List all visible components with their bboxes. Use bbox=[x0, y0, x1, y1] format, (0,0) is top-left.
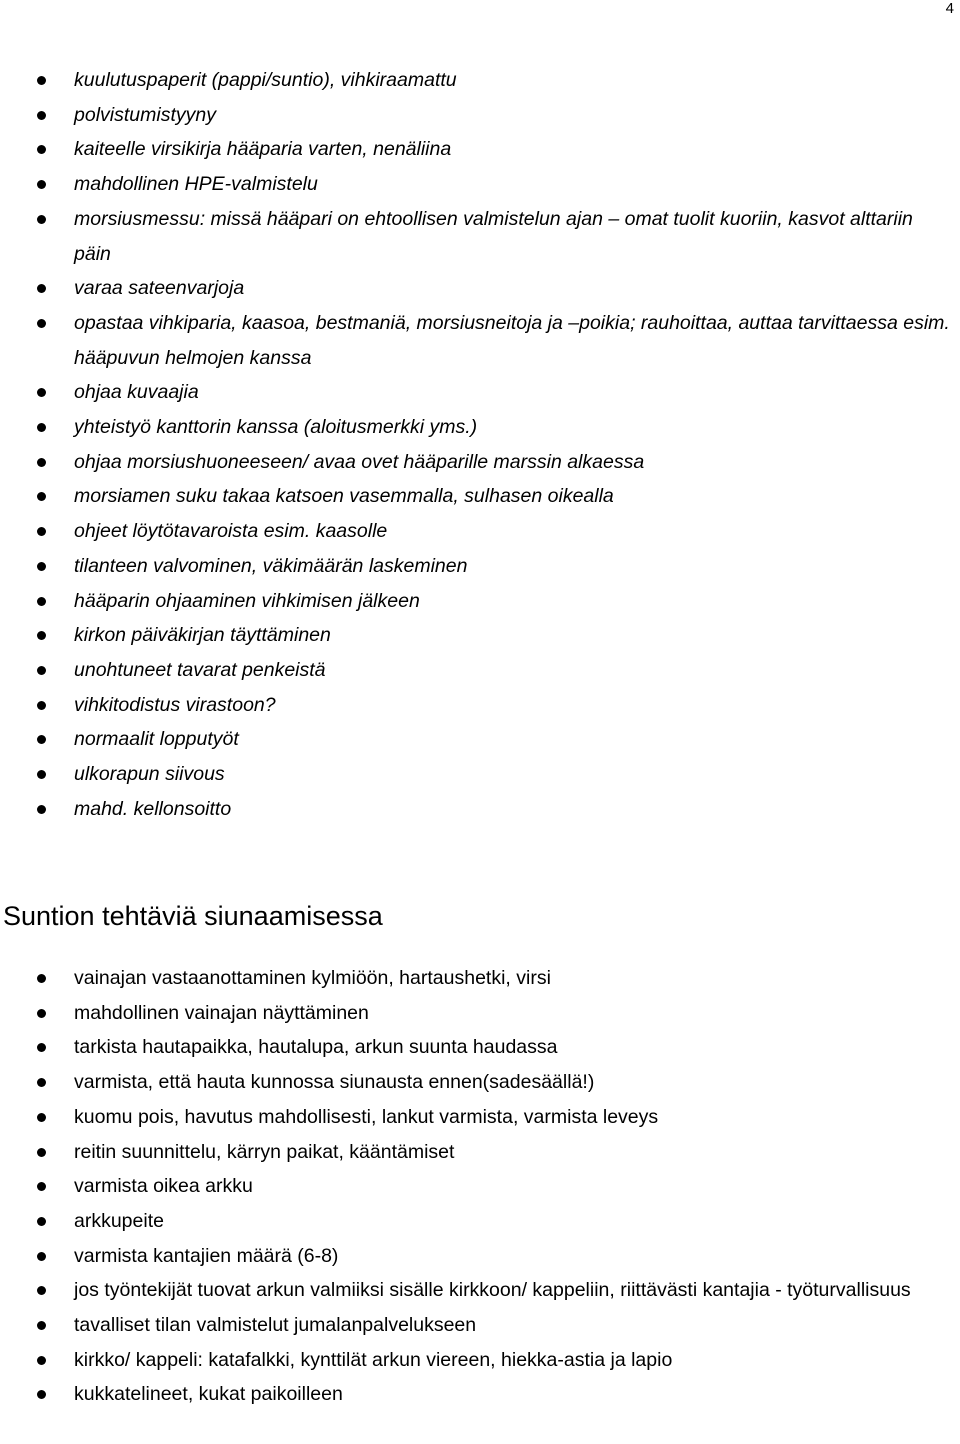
bullet-icon bbox=[37, 111, 46, 120]
bullet-icon bbox=[37, 145, 46, 154]
list-item-text: kaiteelle virsikirja hääparia varten, nenäliina bbox=[74, 138, 452, 161]
bullet-icon bbox=[37, 1113, 46, 1122]
list-item bbox=[0, 549, 960, 584]
list-item bbox=[0, 1204, 960, 1239]
bullet-icon bbox=[37, 735, 46, 744]
list-item bbox=[0, 271, 960, 306]
bullet-icon bbox=[37, 388, 46, 397]
list-item-text: morsiusmessu: missä hääpari on ehtoollisen valmistelun ajan – omat tuolit kuoriin, kasvot alttariin päin bbox=[74, 207, 913, 265]
list-item-text: kuulutuspaperit (pappi/suntio), vihkiraamattu bbox=[74, 69, 457, 91]
bullet-icon bbox=[37, 770, 46, 779]
list-item-text: kirkon päiväkirjan täyttäminen bbox=[74, 624, 331, 647]
list-item bbox=[0, 1169, 960, 1204]
list-item-text: tavalliset tilan valmistelut jumalanpalvelukseen bbox=[74, 1314, 477, 1337]
list-item-text: opastaa vihkiparia, kaasoa, bestmaniä, morsiusneitoja ja –poikia; rauhoittaa, auttaa tarvittaessa esim. hääpuvun helmojen kanssa bbox=[74, 311, 950, 369]
bullet-icon bbox=[37, 666, 46, 675]
list-item-text: kukkatelineet, kukat paikoilleen bbox=[74, 1383, 343, 1406]
list-item-text: vihkitodistus virastoon? bbox=[74, 693, 276, 716]
list-item-text: arkkupeite bbox=[74, 1209, 164, 1232]
list-item bbox=[0, 722, 960, 757]
bullet-icon bbox=[37, 1390, 46, 1399]
funeral-tasks-list bbox=[0, 961, 960, 1412]
bullet-icon bbox=[37, 1321, 46, 1330]
list-item-text: varaa sateenvarjoja bbox=[74, 277, 245, 300]
list-item-text: varmista kantajien määrä (6-8) bbox=[74, 1244, 339, 1267]
list-item bbox=[0, 1308, 960, 1343]
list-item bbox=[0, 63, 960, 98]
list-item-text: mahdollinen HPE-valmistelu bbox=[74, 173, 318, 196]
list-item bbox=[0, 618, 960, 653]
bullet-icon bbox=[37, 631, 46, 640]
bullet-icon bbox=[37, 1009, 46, 1018]
bullet-icon bbox=[37, 701, 46, 710]
list-item bbox=[0, 961, 960, 996]
list-item bbox=[0, 1100, 960, 1135]
list-item-text: kuomu pois, havutus mahdollisesti, lankut varmista, varmista leveys bbox=[74, 1105, 659, 1128]
list-item bbox=[0, 98, 960, 133]
list-item-text: ohjaa morsiushuoneeseen/ avaa ovet hääparille marssin alkaessa bbox=[74, 450, 645, 473]
list-item bbox=[0, 410, 960, 445]
list-item bbox=[0, 688, 960, 723]
bullet-icon bbox=[37, 1252, 46, 1261]
list-item bbox=[0, 996, 960, 1031]
list-item-text: varmista oikea arkku bbox=[74, 1175, 253, 1198]
list-item bbox=[0, 1377, 960, 1412]
list-item bbox=[0, 1239, 960, 1274]
list-item-text: kirkko/ kappeli: katafalkki, kynttilät arkun viereen, hiekka-astia ja lapio bbox=[74, 1348, 673, 1371]
bullet-icon bbox=[37, 492, 46, 501]
section-heading: Suntion tehtäviä siunaamisessa bbox=[3, 901, 383, 931]
list-item-text: vainajan vastaanottaminen kylmiöön, hartaushetki, virsi bbox=[74, 967, 551, 989]
list-item-text: varmista, että hauta kunnossa siunausta ennen(sadesäällä!) bbox=[74, 1071, 595, 1094]
list-item-text: polvistumistyyny bbox=[74, 103, 216, 126]
list-item bbox=[0, 584, 960, 619]
list-item bbox=[0, 1273, 960, 1308]
list-item bbox=[0, 445, 960, 480]
bullet-icon bbox=[37, 284, 46, 293]
list-item-text: ohjeet löytötavaroista esim. kaasolle bbox=[74, 520, 388, 543]
list-item bbox=[0, 1135, 960, 1170]
bullet-icon bbox=[37, 1356, 46, 1365]
bullet-icon bbox=[37, 76, 46, 85]
list-item bbox=[0, 306, 960, 375]
list-item bbox=[0, 167, 960, 202]
bullet-icon bbox=[37, 319, 46, 328]
list-item-text: hääparin ohjaaminen vihkimisen jälkeen bbox=[74, 589, 420, 612]
list-item bbox=[0, 132, 960, 167]
list-item bbox=[0, 653, 960, 688]
list-item bbox=[0, 757, 960, 792]
list-item-text: normaalit lopputyöt bbox=[74, 728, 239, 751]
list-item-text: ulkorapun siivous bbox=[74, 763, 225, 786]
bullet-icon bbox=[37, 527, 46, 536]
list-item-text: yhteistyö kanttorin kanssa (aloitusmerkki yms.) bbox=[74, 416, 478, 439]
list-item bbox=[0, 375, 960, 410]
list-item-text: mahdollinen vainajan näyttäminen bbox=[74, 1001, 369, 1024]
bullet-icon bbox=[37, 1182, 46, 1191]
bullet-icon bbox=[37, 215, 46, 224]
bullet-icon bbox=[37, 1148, 46, 1157]
bullet-icon bbox=[37, 423, 46, 432]
list-item-text: morsiamen suku takaa katsoen vasemmalla, sulhasen oikealla bbox=[74, 485, 614, 508]
list-item bbox=[0, 514, 960, 549]
bullet-icon bbox=[37, 180, 46, 189]
bullet-icon bbox=[37, 974, 46, 983]
bullet-icon bbox=[37, 458, 46, 467]
list-item-text: jos työntekijät tuovat arkun valmiiksi sisälle kirkkoon/ kappeliin, riittävästi kantajia - työturvallisuus bbox=[74, 1279, 911, 1302]
bullet-icon bbox=[37, 597, 46, 606]
list-item bbox=[0, 1065, 960, 1100]
list-item bbox=[0, 1030, 960, 1065]
list-item-text: reitin suunnittelu, kärryn paikat, kääntämiset bbox=[74, 1140, 455, 1163]
bullet-icon bbox=[37, 805, 46, 814]
bullet-icon bbox=[37, 562, 46, 571]
list-item-text: tilanteen valvominen, väkimäärän laskeminen bbox=[74, 554, 468, 577]
list-item-text: unohtuneet tavarat penkeistä bbox=[74, 658, 326, 681]
list-item bbox=[0, 792, 960, 827]
bullet-icon bbox=[37, 1286, 46, 1295]
list-item bbox=[0, 479, 960, 514]
list-item-text: tarkista hautapaikka, hautalupa, arkun suunta haudassa bbox=[74, 1036, 558, 1059]
page-number: 4 bbox=[945, 0, 954, 17]
list-item bbox=[0, 202, 960, 271]
list-item-text: mahd. kellonsoitto bbox=[74, 797, 232, 820]
bullet-icon bbox=[37, 1043, 46, 1052]
bullet-icon bbox=[37, 1078, 46, 1087]
bullet-icon bbox=[37, 1217, 46, 1226]
list-item-text: ohjaa kuvaajia bbox=[74, 381, 199, 404]
wedding-tasks-list bbox=[0, 63, 960, 826]
list-item bbox=[0, 1343, 960, 1378]
